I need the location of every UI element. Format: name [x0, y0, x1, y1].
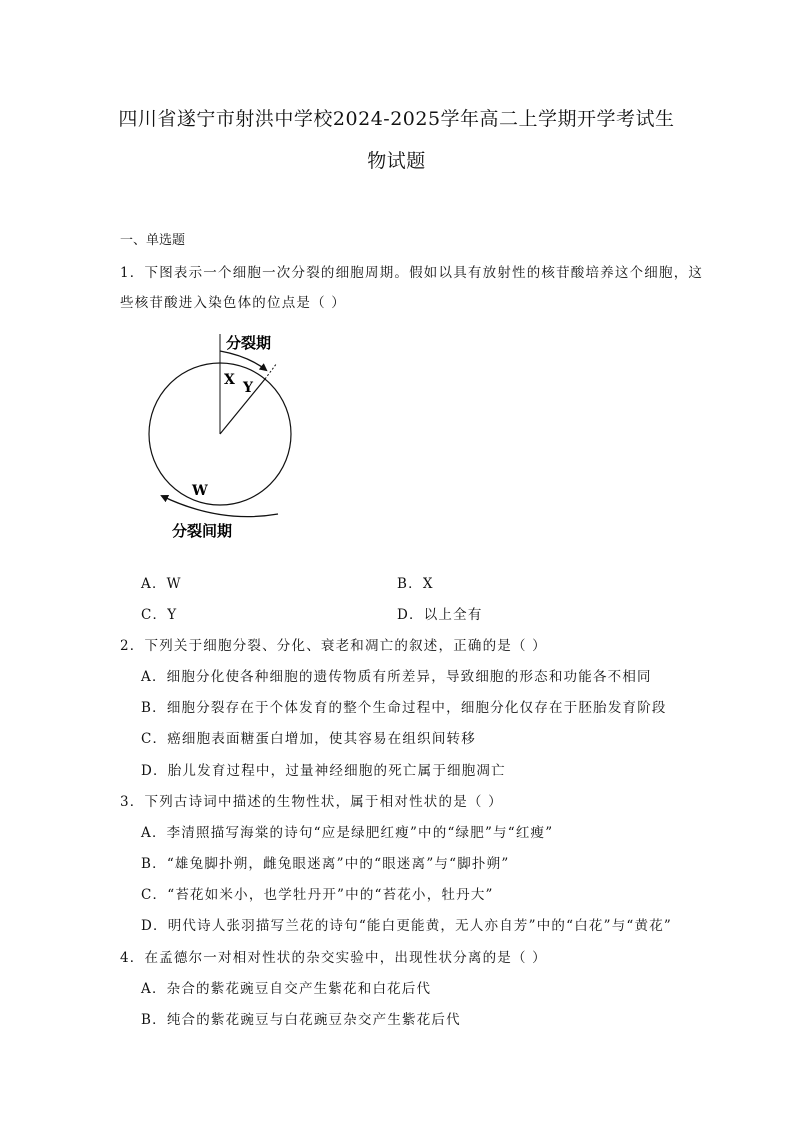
question-2-stem: 2．下列关于细胞分裂、分化、衰老和凋亡的叙述，正确的是（ ） [120, 638, 547, 654]
question-3-option-d[interactable]: D．明代诗人张羽描写兰花的诗句“能白更能黄，无人亦自芳”中的“白花”与“黄花” [141, 918, 673, 934]
label-mitosis: 分裂期 [226, 334, 272, 352]
label-w: W [192, 483, 208, 499]
question-1-option-a[interactable]: A．W [141, 576, 182, 592]
question-3-option-a[interactable]: A．李清照描写海棠的诗句“应是绿肥红瘦”中的“绿肥”与“红瘦” [141, 825, 554, 841]
label-x: X [224, 372, 235, 388]
question-3-stem: 3．下列古诗词中描述的生物性状，属于相对性状的是（ ） [120, 794, 503, 810]
question-1-option-b[interactable]: B．X [397, 576, 434, 592]
question-3-option-c[interactable]: C．“苔花如米小，也学牡丹开”中的“苔花小，牡丹大” [141, 887, 494, 903]
question-2-option-d[interactable]: D．胎儿发育过程中，过量神经细胞的死亡属于细胞凋亡 [141, 763, 506, 779]
question-3-option-b[interactable]: B．“雄兔脚扑朔，雌兔眼迷离”中的“眼迷离”与“脚扑朔” [141, 856, 510, 872]
document-title-line2: 物试题 [367, 150, 426, 172]
question-1-stem-line2: 些核苷酸进入染色体的位点是（ ） [120, 295, 346, 311]
interphase-arrow [162, 496, 278, 517]
document-title-line1: 四川省遂宁市射洪中学校2024-2025学年高二上学期开学考试生 [118, 108, 675, 130]
question-4-option-b[interactable]: B．纯合的紫花豌豆与白花豌豆杂交产生紫花后代 [141, 1012, 461, 1028]
question-4-option-a[interactable]: A．杂合的紫花豌豆自交产生紫花和白花后代 [141, 981, 432, 997]
question-1-option-d[interactable]: D．以上全有 [397, 607, 483, 623]
cell-cycle-diagram [140, 326, 300, 546]
label-interphase: 分裂间期 [172, 522, 233, 540]
boundary-dash [265, 363, 277, 379]
question-2-option-a[interactable]: A．细胞分化使各种细胞的遗传物质有所差异，导致细胞的形态和功能各不相同 [141, 669, 652, 685]
section-heading: 一、单选题 [120, 233, 186, 248]
label-y: Y [243, 380, 253, 396]
question-1-option-c[interactable]: C．Y [141, 607, 178, 623]
question-2-option-c[interactable]: C．癌细胞表面糖蛋白增加，使其容易在组织间转移 [141, 731, 476, 747]
question-2-option-b[interactable]: B．细胞分裂存在于个体发育的整个生命过程中，细胞分化仅存在于胚胎发育阶段 [141, 700, 667, 716]
question-1-stem-line1: 1．下图表示一个细胞一次分裂的细胞周期。假如以具有放射性的核苷酸培养这个细胞，这 [120, 265, 704, 281]
question-4-stem: 4．在孟德尔一对相对性状的杂交实验中，出现性状分离的是（ ） [120, 950, 547, 966]
